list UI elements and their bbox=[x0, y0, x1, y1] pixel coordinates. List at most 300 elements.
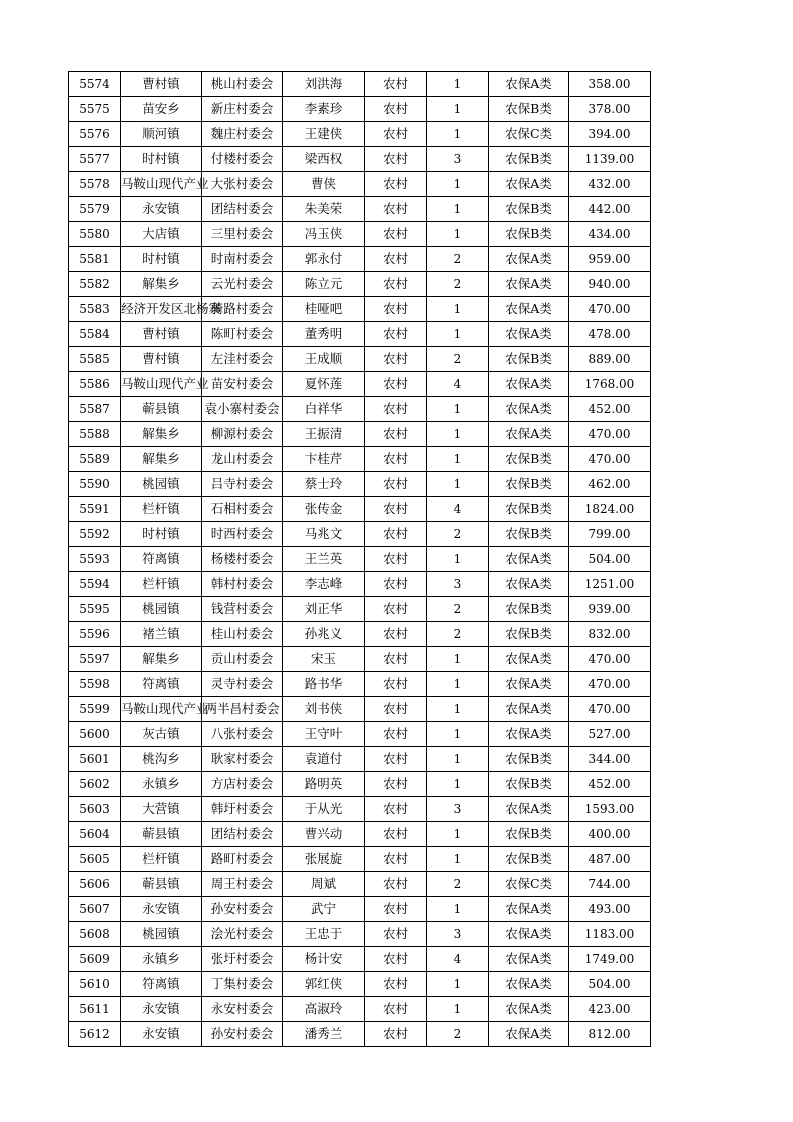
record-id-cell: 5596 bbox=[69, 622, 121, 647]
town-cell: 马鞍山现代产业 bbox=[121, 172, 202, 197]
town-cell: 蕲县镇 bbox=[121, 872, 202, 897]
village-cell: 龙山村委会 bbox=[202, 447, 283, 472]
table-row bbox=[69, 922, 651, 947]
record-id-cell: 5594 bbox=[69, 572, 121, 597]
record-id-cell: 5604 bbox=[69, 822, 121, 847]
amount-cell: 470.00 bbox=[569, 647, 651, 672]
insurance-category-cell: 农保B类 bbox=[489, 772, 569, 797]
town-cell: 桃沟乡 bbox=[121, 747, 202, 772]
record-id-cell: 5577 bbox=[69, 147, 121, 172]
person-name-cell: 王兰英 bbox=[283, 547, 365, 572]
town-cell: 大营镇 bbox=[121, 797, 202, 822]
person-name-cell: 潘秀兰 bbox=[283, 1022, 365, 1047]
town-cell: 苗安乡 bbox=[121, 97, 202, 122]
household-type-cell: 农村 bbox=[365, 447, 427, 472]
table-row bbox=[69, 872, 651, 897]
table-row bbox=[69, 597, 651, 622]
insurance-category-cell: 农保A类 bbox=[489, 372, 569, 397]
town-cell: 栏杆镇 bbox=[121, 572, 202, 597]
person-name-cell: 桂哑吧 bbox=[283, 297, 365, 322]
amount-cell: 1824.00 bbox=[569, 497, 651, 522]
table-row bbox=[69, 822, 651, 847]
person-name-cell: 郭永付 bbox=[283, 247, 365, 272]
town-cell: 曹村镇 bbox=[121, 347, 202, 372]
village-cell: 魏庄村委会 bbox=[202, 122, 283, 147]
record-id-cell: 5574 bbox=[69, 72, 121, 97]
village-cell: 两半昌村委会 bbox=[202, 697, 283, 722]
person-count-cell: 3 bbox=[427, 572, 489, 597]
amount-cell: 493.00 bbox=[569, 897, 651, 922]
amount-cell: 939.00 bbox=[569, 597, 651, 622]
record-id-cell: 5589 bbox=[69, 447, 121, 472]
table-row bbox=[69, 622, 651, 647]
person-name-cell: 王成顺 bbox=[283, 347, 365, 372]
household-type-cell: 农村 bbox=[365, 997, 427, 1022]
household-type-cell: 农村 bbox=[365, 222, 427, 247]
insurance-category-cell: 农保B类 bbox=[489, 472, 569, 497]
town-cell: 桃园镇 bbox=[121, 472, 202, 497]
table-row bbox=[69, 747, 651, 772]
town-cell: 桃园镇 bbox=[121, 922, 202, 947]
amount-cell: 478.00 bbox=[569, 322, 651, 347]
person-name-cell: 路书华 bbox=[283, 672, 365, 697]
person-count-cell: 2 bbox=[427, 347, 489, 372]
record-id-cell: 5590 bbox=[69, 472, 121, 497]
insurance-category-cell: 农保A类 bbox=[489, 547, 569, 572]
amount-cell: 504.00 bbox=[569, 972, 651, 997]
person-name-cell: 马兆文 bbox=[283, 522, 365, 547]
record-id-cell: 5609 bbox=[69, 947, 121, 972]
household-type-cell: 农村 bbox=[365, 172, 427, 197]
amount-cell: 452.00 bbox=[569, 397, 651, 422]
village-cell: 杨楼村委会 bbox=[202, 547, 283, 572]
village-cell: 三里村委会 bbox=[202, 222, 283, 247]
person-name-cell: 蔡士玲 bbox=[283, 472, 365, 497]
village-cell: 路町村委会 bbox=[202, 847, 283, 872]
person-name-cell: 郭红侠 bbox=[283, 972, 365, 997]
amount-cell: 434.00 bbox=[569, 222, 651, 247]
person-name-cell: 夏怀莲 bbox=[283, 372, 365, 397]
household-type-cell: 农村 bbox=[365, 422, 427, 447]
record-id-cell: 5592 bbox=[69, 522, 121, 547]
household-type-cell: 农村 bbox=[365, 947, 427, 972]
household-type-cell: 农村 bbox=[365, 122, 427, 147]
person-count-cell: 1 bbox=[427, 772, 489, 797]
person-count-cell: 1 bbox=[427, 647, 489, 672]
amount-cell: 432.00 bbox=[569, 172, 651, 197]
village-cell: 吕寺村委会 bbox=[202, 472, 283, 497]
table-row bbox=[69, 697, 651, 722]
record-id-cell: 5600 bbox=[69, 722, 121, 747]
person-name-cell: 杨计安 bbox=[283, 947, 365, 972]
amount-cell: 744.00 bbox=[569, 872, 651, 897]
person-count-cell: 1 bbox=[427, 397, 489, 422]
amount-cell: 470.00 bbox=[569, 297, 651, 322]
village-cell: 大张村委会 bbox=[202, 172, 283, 197]
person-count-cell: 2 bbox=[427, 522, 489, 547]
household-type-cell: 农村 bbox=[365, 297, 427, 322]
person-count-cell: 2 bbox=[427, 247, 489, 272]
village-cell: 孙安村委会 bbox=[202, 897, 283, 922]
amount-cell: 400.00 bbox=[569, 822, 651, 847]
insurance-category-cell: 农保B类 bbox=[489, 747, 569, 772]
record-id-cell: 5599 bbox=[69, 697, 121, 722]
table-row bbox=[69, 522, 651, 547]
insurance-category-cell: 农保A类 bbox=[489, 722, 569, 747]
town-cell: 灰古镇 bbox=[121, 722, 202, 747]
amount-cell: 812.00 bbox=[569, 1022, 651, 1047]
household-type-cell: 农村 bbox=[365, 797, 427, 822]
household-type-cell: 农村 bbox=[365, 247, 427, 272]
insurance-category-cell: 农保A类 bbox=[489, 897, 569, 922]
insurance-category-cell: 农保A类 bbox=[489, 972, 569, 997]
person-count-cell: 1 bbox=[427, 897, 489, 922]
town-cell: 永安镇 bbox=[121, 1022, 202, 1047]
person-name-cell: 王建侠 bbox=[283, 122, 365, 147]
record-id-cell: 5581 bbox=[69, 247, 121, 272]
amount-cell: 959.00 bbox=[569, 247, 651, 272]
village-cell: 桃山村委会 bbox=[202, 72, 283, 97]
table-body bbox=[69, 72, 651, 1047]
person-name-cell: 张传金 bbox=[283, 497, 365, 522]
person-count-cell: 3 bbox=[427, 797, 489, 822]
table-row bbox=[69, 97, 651, 122]
amount-cell: 1251.00 bbox=[569, 572, 651, 597]
town-cell: 解集乡 bbox=[121, 272, 202, 297]
record-id-cell: 5593 bbox=[69, 547, 121, 572]
village-cell: 团结村委会 bbox=[202, 197, 283, 222]
person-count-cell: 1 bbox=[427, 197, 489, 222]
amount-cell: 799.00 bbox=[569, 522, 651, 547]
person-name-cell: 袁道付 bbox=[283, 747, 365, 772]
person-count-cell: 1 bbox=[427, 672, 489, 697]
person-count-cell: 1 bbox=[427, 722, 489, 747]
table-row bbox=[69, 247, 651, 272]
town-cell: 符离镇 bbox=[121, 547, 202, 572]
data-sheet bbox=[68, 71, 650, 1047]
insurance-category-cell: 农保C类 bbox=[489, 872, 569, 897]
insurance-category-cell: 农保A类 bbox=[489, 322, 569, 347]
person-count-cell: 2 bbox=[427, 872, 489, 897]
table-row bbox=[69, 197, 651, 222]
table-row bbox=[69, 347, 651, 372]
amount-cell: 889.00 bbox=[569, 347, 651, 372]
amount-cell: 527.00 bbox=[569, 722, 651, 747]
village-cell: 八张村委会 bbox=[202, 722, 283, 747]
village-cell: 苗安村委会 bbox=[202, 372, 283, 397]
person-name-cell: 王忠于 bbox=[283, 922, 365, 947]
household-type-cell: 农村 bbox=[365, 372, 427, 397]
amount-cell: 504.00 bbox=[569, 547, 651, 572]
insurance-category-cell: 农保A类 bbox=[489, 72, 569, 97]
village-cell: 贡山村委会 bbox=[202, 647, 283, 672]
insurance-category-cell: 农保C类 bbox=[489, 122, 569, 147]
person-count-cell: 1 bbox=[427, 122, 489, 147]
person-name-cell: 李素珍 bbox=[283, 97, 365, 122]
table-row bbox=[69, 497, 651, 522]
household-type-cell: 农村 bbox=[365, 547, 427, 572]
person-name-cell: 武宁 bbox=[283, 897, 365, 922]
person-count-cell: 1 bbox=[427, 822, 489, 847]
person-name-cell: 王振清 bbox=[283, 422, 365, 447]
person-count-cell: 1 bbox=[427, 72, 489, 97]
village-cell: 浍光村委会 bbox=[202, 922, 283, 947]
record-id-cell: 5578 bbox=[69, 172, 121, 197]
person-count-cell: 1 bbox=[427, 972, 489, 997]
person-count-cell: 1 bbox=[427, 997, 489, 1022]
table-row bbox=[69, 847, 651, 872]
amount-cell: 487.00 bbox=[569, 847, 651, 872]
person-name-cell: 刘正华 bbox=[283, 597, 365, 622]
insurance-category-cell: 农保B类 bbox=[489, 147, 569, 172]
household-type-cell: 农村 bbox=[365, 672, 427, 697]
town-cell: 曹村镇 bbox=[121, 72, 202, 97]
village-cell: 付楼村委会 bbox=[202, 147, 283, 172]
person-count-cell: 4 bbox=[427, 372, 489, 397]
person-name-cell: 张展旋 bbox=[283, 847, 365, 872]
person-count-cell: 1 bbox=[427, 422, 489, 447]
record-id-cell: 5591 bbox=[69, 497, 121, 522]
town-cell: 解集乡 bbox=[121, 422, 202, 447]
insurance-category-cell: 农保A类 bbox=[489, 172, 569, 197]
record-id-cell: 5580 bbox=[69, 222, 121, 247]
village-cell: 左洼村委会 bbox=[202, 347, 283, 372]
record-id-cell: 5585 bbox=[69, 347, 121, 372]
insurance-category-cell: 农保A类 bbox=[489, 947, 569, 972]
household-type-cell: 农村 bbox=[365, 397, 427, 422]
household-type-cell: 农村 bbox=[365, 822, 427, 847]
town-cell: 栏杆镇 bbox=[121, 497, 202, 522]
town-cell: 永安镇 bbox=[121, 197, 202, 222]
village-cell: 新庄村委会 bbox=[202, 97, 283, 122]
person-count-cell: 1 bbox=[427, 172, 489, 197]
household-type-cell: 农村 bbox=[365, 622, 427, 647]
insurance-category-cell: 农保B类 bbox=[489, 622, 569, 647]
person-count-cell: 1 bbox=[427, 547, 489, 572]
village-cell: 韩圩村委会 bbox=[202, 797, 283, 822]
person-count-cell: 2 bbox=[427, 622, 489, 647]
village-cell: 石相村委会 bbox=[202, 497, 283, 522]
table-row bbox=[69, 972, 651, 997]
record-id-cell: 5610 bbox=[69, 972, 121, 997]
household-type-cell: 农村 bbox=[365, 522, 427, 547]
insurance-category-cell: 农保B类 bbox=[489, 222, 569, 247]
town-cell: 符离镇 bbox=[121, 972, 202, 997]
town-cell: 马鞍山现代产业 bbox=[121, 372, 202, 397]
person-count-cell: 1 bbox=[427, 697, 489, 722]
amount-cell: 442.00 bbox=[569, 197, 651, 222]
town-cell: 永安镇 bbox=[121, 997, 202, 1022]
village-cell: 陈町村委会 bbox=[202, 322, 283, 347]
village-cell: 耿家村委会 bbox=[202, 747, 283, 772]
person-count-cell: 2 bbox=[427, 272, 489, 297]
town-cell: 马鞍山现代产业 bbox=[121, 697, 202, 722]
insurance-category-cell: 农保B类 bbox=[489, 497, 569, 522]
village-cell: 丁集村委会 bbox=[202, 972, 283, 997]
household-type-cell: 农村 bbox=[365, 272, 427, 297]
table-row bbox=[69, 797, 651, 822]
record-id-cell: 5606 bbox=[69, 872, 121, 897]
record-id-cell: 5602 bbox=[69, 772, 121, 797]
insurance-category-cell: 农保A类 bbox=[489, 672, 569, 697]
insurance-category-cell: 农保B类 bbox=[489, 522, 569, 547]
table-row bbox=[69, 572, 651, 597]
person-count-cell: 1 bbox=[427, 222, 489, 247]
insurance-category-cell: 农保A类 bbox=[489, 572, 569, 597]
table-row bbox=[69, 547, 651, 572]
person-name-cell: 周斌 bbox=[283, 872, 365, 897]
village-cell: 钱营村委会 bbox=[202, 597, 283, 622]
table-row bbox=[69, 472, 651, 497]
record-id-cell: 5607 bbox=[69, 897, 121, 922]
table-row bbox=[69, 72, 651, 97]
table-row bbox=[69, 897, 651, 922]
table-row bbox=[69, 422, 651, 447]
table-row bbox=[69, 222, 651, 247]
insurance-category-cell: 农保A类 bbox=[489, 997, 569, 1022]
household-type-cell: 农村 bbox=[365, 972, 427, 997]
amount-cell: 1139.00 bbox=[569, 147, 651, 172]
person-name-cell: 白祥华 bbox=[283, 397, 365, 422]
person-count-cell: 1 bbox=[427, 297, 489, 322]
record-id-cell: 5611 bbox=[69, 997, 121, 1022]
record-id-cell: 5582 bbox=[69, 272, 121, 297]
person-count-cell: 1 bbox=[427, 97, 489, 122]
town-cell: 永镇乡 bbox=[121, 947, 202, 972]
amount-cell: 358.00 bbox=[569, 72, 651, 97]
insurance-category-cell: 农保B类 bbox=[489, 597, 569, 622]
person-name-cell: 卞桂芹 bbox=[283, 447, 365, 472]
amount-cell: 462.00 bbox=[569, 472, 651, 497]
table-row bbox=[69, 447, 651, 472]
person-name-cell: 王守叶 bbox=[283, 722, 365, 747]
amount-cell: 470.00 bbox=[569, 422, 651, 447]
village-cell: 时南村委会 bbox=[202, 247, 283, 272]
household-type-cell: 农村 bbox=[365, 922, 427, 947]
amount-cell: 1593.00 bbox=[569, 797, 651, 822]
insurance-category-cell: 农保B类 bbox=[489, 847, 569, 872]
person-count-cell: 1 bbox=[427, 747, 489, 772]
household-type-cell: 农村 bbox=[365, 322, 427, 347]
table-row bbox=[69, 372, 651, 397]
record-id-cell: 5576 bbox=[69, 122, 121, 147]
person-count-cell: 2 bbox=[427, 1022, 489, 1047]
insurance-category-cell: 农保A类 bbox=[489, 397, 569, 422]
person-count-cell: 1 bbox=[427, 322, 489, 347]
village-cell: 张圩村委会 bbox=[202, 947, 283, 972]
household-type-cell: 农村 bbox=[365, 1022, 427, 1047]
person-count-cell: 1 bbox=[427, 447, 489, 472]
person-name-cell: 曹侠 bbox=[283, 172, 365, 197]
town-cell: 永镇乡 bbox=[121, 772, 202, 797]
household-type-cell: 农村 bbox=[365, 97, 427, 122]
insurance-category-cell: 农保B类 bbox=[489, 822, 569, 847]
amount-cell: 470.00 bbox=[569, 697, 651, 722]
record-id-cell: 5597 bbox=[69, 647, 121, 672]
person-name-cell: 宋玉 bbox=[283, 647, 365, 672]
town-cell: 栏杆镇 bbox=[121, 847, 202, 872]
insurance-category-cell: 农保A类 bbox=[489, 272, 569, 297]
record-id-cell: 5583 bbox=[69, 297, 121, 322]
person-name-cell: 曹兴动 bbox=[283, 822, 365, 847]
village-cell: 方店村委会 bbox=[202, 772, 283, 797]
household-type-cell: 农村 bbox=[365, 647, 427, 672]
amount-cell: 470.00 bbox=[569, 447, 651, 472]
town-cell: 大店镇 bbox=[121, 222, 202, 247]
town-cell: 解集乡 bbox=[121, 647, 202, 672]
table-row bbox=[69, 997, 651, 1022]
table-row bbox=[69, 272, 651, 297]
person-name-cell: 冯玉侠 bbox=[283, 222, 365, 247]
town-cell: 时村镇 bbox=[121, 147, 202, 172]
person-name-cell: 梁西权 bbox=[283, 147, 365, 172]
table-row bbox=[69, 772, 651, 797]
household-type-cell: 农村 bbox=[365, 772, 427, 797]
person-name-cell: 刘洪海 bbox=[283, 72, 365, 97]
insurance-category-cell: 农保A类 bbox=[489, 247, 569, 272]
person-name-cell: 李志峰 bbox=[283, 572, 365, 597]
town-cell: 时村镇 bbox=[121, 247, 202, 272]
household-type-cell: 农村 bbox=[365, 472, 427, 497]
household-type-cell: 农村 bbox=[365, 747, 427, 772]
table-row bbox=[69, 672, 651, 697]
village-cell: 孙安村委会 bbox=[202, 1022, 283, 1047]
household-type-cell: 农村 bbox=[365, 572, 427, 597]
amount-cell: 1749.00 bbox=[569, 947, 651, 972]
record-id-cell: 5598 bbox=[69, 672, 121, 697]
household-type-cell: 农村 bbox=[365, 72, 427, 97]
person-name-cell: 陈立元 bbox=[283, 272, 365, 297]
household-type-cell: 农村 bbox=[365, 697, 427, 722]
insurance-category-cell: 农保B类 bbox=[489, 97, 569, 122]
person-name-cell: 朱美荣 bbox=[283, 197, 365, 222]
household-type-cell: 农村 bbox=[365, 197, 427, 222]
insurance-category-cell: 农保B类 bbox=[489, 347, 569, 372]
household-type-cell: 农村 bbox=[365, 147, 427, 172]
household-type-cell: 农村 bbox=[365, 497, 427, 522]
amount-cell: 394.00 bbox=[569, 122, 651, 147]
amount-cell: 1768.00 bbox=[569, 372, 651, 397]
household-type-cell: 农村 bbox=[365, 722, 427, 747]
amount-cell: 378.00 bbox=[569, 97, 651, 122]
table-row bbox=[69, 122, 651, 147]
person-count-cell: 2 bbox=[427, 597, 489, 622]
village-cell: 柳源村委会 bbox=[202, 422, 283, 447]
amount-cell: 344.00 bbox=[569, 747, 651, 772]
table-row bbox=[69, 1022, 651, 1047]
person-count-cell: 3 bbox=[427, 147, 489, 172]
amount-cell: 423.00 bbox=[569, 997, 651, 1022]
person-name-cell: 路明英 bbox=[283, 772, 365, 797]
record-id-cell: 5608 bbox=[69, 922, 121, 947]
town-cell: 桃园镇 bbox=[121, 597, 202, 622]
table-row bbox=[69, 397, 651, 422]
record-id-cell: 5603 bbox=[69, 797, 121, 822]
village-cell: 桂山村委会 bbox=[202, 622, 283, 647]
household-type-cell: 农村 bbox=[365, 347, 427, 372]
table-row bbox=[69, 172, 651, 197]
record-id-cell: 5579 bbox=[69, 197, 121, 222]
town-cell: 时村镇 bbox=[121, 522, 202, 547]
village-cell: 灵寺村委会 bbox=[202, 672, 283, 697]
town-cell: 褚兰镇 bbox=[121, 622, 202, 647]
town-cell: 符离镇 bbox=[121, 672, 202, 697]
household-type-cell: 农村 bbox=[365, 872, 427, 897]
person-count-cell: 1 bbox=[427, 472, 489, 497]
town-cell: 永安镇 bbox=[121, 897, 202, 922]
insurance-category-cell: 农保A类 bbox=[489, 797, 569, 822]
insurance-category-cell: 农保A类 bbox=[489, 297, 569, 322]
